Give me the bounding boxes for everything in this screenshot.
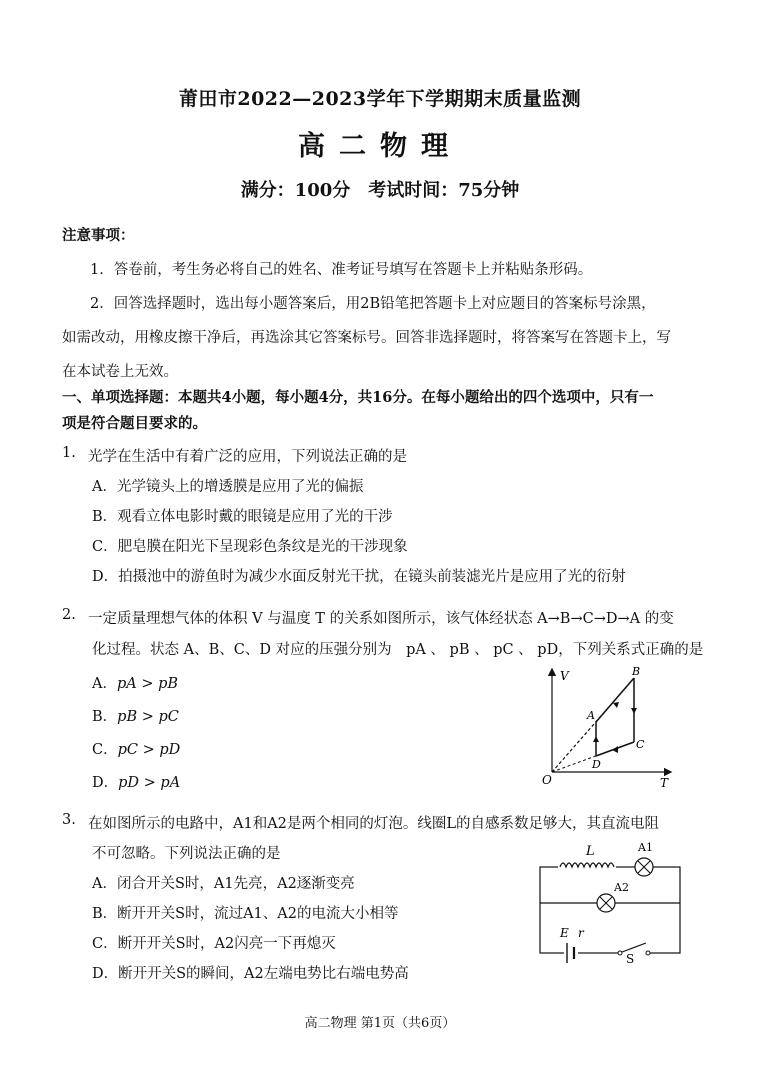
graph-label-t: T — [660, 776, 669, 790]
q3-option-b: B．断开开关S时，流过A1、A2的电流大小相等 — [92, 906, 399, 922]
q2-number: 2. — [62, 607, 76, 623]
circuit-label-e: E — [560, 926, 569, 940]
vt-graph — [530, 660, 680, 790]
notice-item-2: 2．回答选择题时，选出每小题答案后，用2B铅笔把答题卡上对应题目的答案标号涂黑， — [90, 296, 656, 312]
exam-title: 莆田市2022—2023学年下学期期末质量监测 — [178, 88, 582, 110]
q2-option-c-expr: pC > pD — [117, 742, 181, 758]
q3-stem-line1: 在如图所示的电路中，A1和A2是两个相同的灯泡。线圈L的自感系数足够大，其直流电阻 — [88, 816, 660, 832]
q2-option-b — [92, 705, 179, 726]
q2-option-d-expr: pD > pA — [118, 775, 181, 791]
notice-heading: 注意事项： — [62, 227, 135, 244]
circuit-label-s: S — [626, 952, 635, 965]
q1-option-a: A．光学镜头上的增透膜是应用了光的偏振 — [92, 479, 364, 495]
q3-option-d: D．断开开关S的瞬间，A2左端电势比右端电势高 — [92, 966, 409, 982]
q2-option-b-expr: pB > pC — [117, 709, 179, 725]
circuit-label-r: r — [578, 926, 584, 940]
arrow-da — [593, 736, 599, 742]
q2-option-b-label: B． — [92, 709, 118, 725]
q3-number: 3. — [62, 812, 76, 828]
circuit-label-l: L — [586, 844, 595, 859]
q2-option-d — [92, 771, 180, 792]
q1-option-b: B．观看立体电影时戴的眼镜是应用了光的干涉 — [92, 509, 393, 525]
notice-item-1: 1．答卷前，考生务必将自己的姓名、准考证号填写在答题卡上并粘贴条形码。 — [90, 262, 593, 278]
q2-option-a — [92, 672, 178, 693]
arrow-ab — [613, 702, 619, 708]
circuit-label-a1: A1 — [638, 841, 653, 854]
q3-stem-line2: 不可忽略。下列说法正确的是 — [92, 846, 281, 862]
q2-option-a-label: A． — [92, 676, 117, 692]
score-time-line: 满分：100分 考试时间：75分钟 — [240, 180, 520, 201]
q2-stem-line2: 化过程。状态 A、B、C、D 对应的压强分别为 pA 、 pB 、 pC 、 pD，下列关系式正确的是 — [92, 642, 704, 658]
circuit-label-a2: A2 — [614, 881, 629, 894]
q1-option-c: C．肥皂膜在阳光下呈现彩色条纹是光的干涉现象 — [92, 539, 408, 555]
graph-label-b: B — [632, 665, 641, 678]
q2-option-c — [92, 738, 180, 759]
q2-option-c-label: C． — [92, 742, 118, 758]
q1-option-d: D．拍摄池中的游鱼时为减少水面反射光干扰，在镜头前装滤光片是应用了光的衍射 — [92, 569, 626, 585]
path-ab — [596, 678, 634, 722]
q1-number: 1. — [62, 445, 76, 461]
graph-label-a: A — [587, 709, 595, 722]
graph-label-d: D — [592, 758, 601, 771]
q3-option-a: A．闭合开关S时，A1先亮，A2逐渐变亮 — [92, 876, 355, 892]
q2-option-a-expr: pA > pB — [116, 676, 179, 692]
q2-option-d-label: D． — [92, 775, 119, 791]
q2-stem-line1: 一定质量理想气体的体积 V 与温度 T 的关系如图所示，该气体经状态 A→B→C→D→A 的变 — [88, 611, 674, 627]
page-footer: 高二物理 第1页（共6页） — [304, 1016, 456, 1031]
arrow-cd — [612, 746, 618, 753]
section-heading-line1: 一、单项选择题：本题共4小题，每小题4分，共16分。在每小题给出的四个选项中，只有一 — [62, 389, 654, 406]
section-heading-line2: 项是符合题目要求的。 — [62, 415, 207, 432]
subject-title: 高二物理 — [298, 131, 462, 162]
graph-label-o: O — [542, 773, 552, 787]
q1-stem: 光学在生活中有着广泛的应用，下列说法正确的是 — [88, 449, 407, 465]
q3-option-c: C．断开开关S时，A2闪亮一下再熄灭 — [92, 936, 336, 952]
graph-label-v: V — [560, 669, 569, 683]
circuit-diagram — [530, 835, 690, 965]
notice-item-2-end: 在本试卷上无效。 — [62, 364, 178, 380]
notice-item-2-cont: 如需改动，用橡皮擦干净后，再选涂其它答案标号。回答非选择题时，将答案写在答题卡上，写 — [62, 330, 671, 346]
graph-label-c: C — [636, 738, 645, 751]
arrow-bc — [631, 708, 637, 714]
dashed-line-oa — [552, 722, 596, 772]
